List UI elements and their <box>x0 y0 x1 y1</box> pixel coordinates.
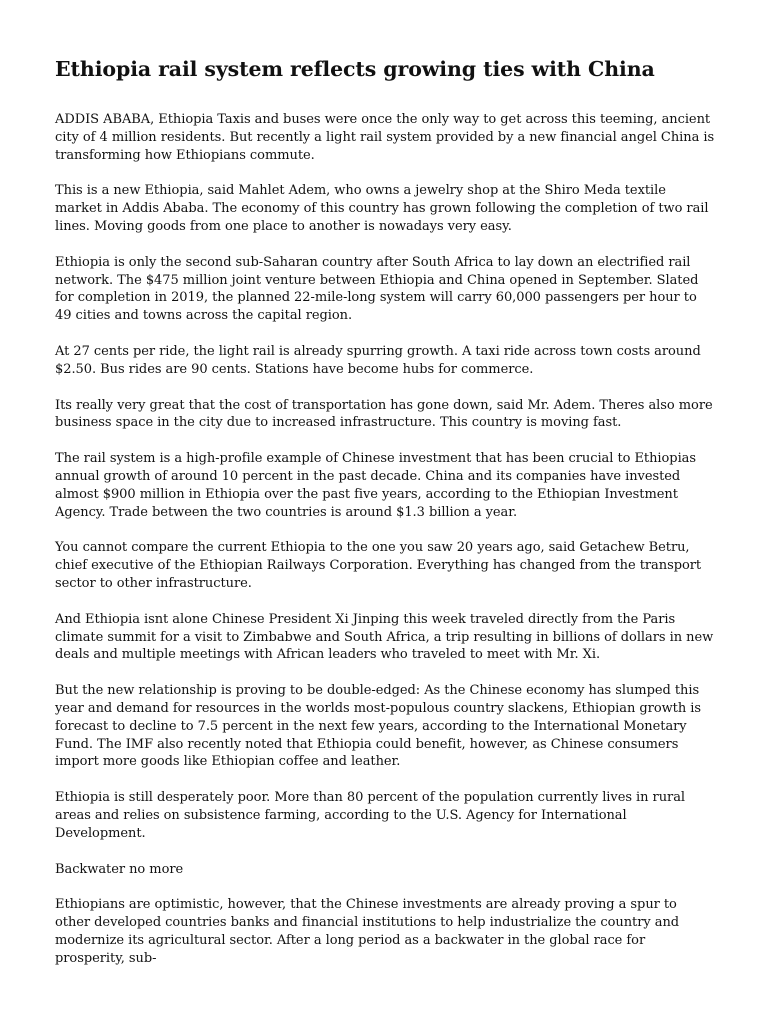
paragraph-8: And Ethiopia isnt alone Chinese President Xi Jinping this week traveled directly from the Paris climate summit for a visit to Zimbabwe and South Africa, a trip resulting in billions of dollars in new deals and multiple meetings with African leaders who traveled to meet with Mr. Xi. <box>55 611 714 663</box>
paragraph-2: This is a new Ethiopia, said Mahlet Adem, who owns a jewelry shop at the Shiro Meda textile market in Addis Ababa. The economy of this country has grown following the completion of two rail lines. Moving goods from one place to another is nowadays very easy. <box>55 183 709 234</box>
paragraph-9: But the new relationship is proving to be double-edged: As the Chinese economy has slumped this year and demand for resources in the worlds most-populous country slackens, Ethiopian growth is forecast to decline to 7.5 percent in the next few years, according to the International Monetary Fund. The IMF also recently noted that Ethiopia could benefit, however, as Chinese consumers import more goods like Ethiopian coffee and leather. <box>55 683 701 770</box>
section-subheading: Backwater no more <box>55 861 184 877</box>
paragraph-5: Its really very great that the cost of transportation has gone down, said Mr. Adem. Theres also more business space in the city due to increased infrastructure. This country is moving fast. <box>55 397 713 431</box>
paragraph-1: ADDIS ABABA, Ethiopia Taxis and buses were once the only way to get across this teeming, ancient city of 4 million residents. But recently a light rail system provided by a new financial angel China is transforming how Ethiopians commute. <box>55 112 715 163</box>
paragraph-10: Ethiopia is still desperately poor. More than 80 percent of the population currently lives in rural areas and relies on subsistence farming, according to the U.S. Agency for International Development. <box>55 790 686 841</box>
article-title: Ethiopia rail system reflects growing ties with China <box>55 57 655 81</box>
document-page <box>55 0 715 985</box>
paragraph-4: At 27 cents per ride, the light rail is already spurring growth. A taxi ride across town costs around $2.50. Bus rides are 90 cents. Stations have become hubs for commerce. <box>55 343 701 377</box>
paragraph-11: Ethiopians are optimistic, however, that the Chinese investments are already proving a spur to other developed countries banks and financial institutions to help industrialize the country and modernize its agricultural sector. After a long period as a backwater in the global race for prosperity, sub- <box>55 897 680 966</box>
article-body <box>55 111 715 967</box>
paragraph-6: The rail system is a high-profile example of Chinese investment that has been crucial to Ethiopias annual growth of around 10 percent in the past decade. China and its companies have invested almost $900 million in Ethiopia over the past five years, according to the Ethiopian Investment Agency. Trade between the two countries is around $1.3 billion a year. <box>55 451 697 520</box>
paragraph-7: You cannot compare the current Ethiopia to the one you saw 20 years ago, said Getachew Betru, chief executive of the Ethiopian Railways Corporation. Everything has changed from the transport sector to other infrastructure. <box>55 540 702 591</box>
paragraph-3: Ethiopia is only the second sub-Saharan country after South Africa to lay down an electrified rail network. The $475 million joint venture between Ethiopia and China opened in September. Slated for completion in 2019, the planned 22-mile-long system will carry 60,000 passengers per hour to 49 cities and towns across the capital region. <box>55 254 699 324</box>
